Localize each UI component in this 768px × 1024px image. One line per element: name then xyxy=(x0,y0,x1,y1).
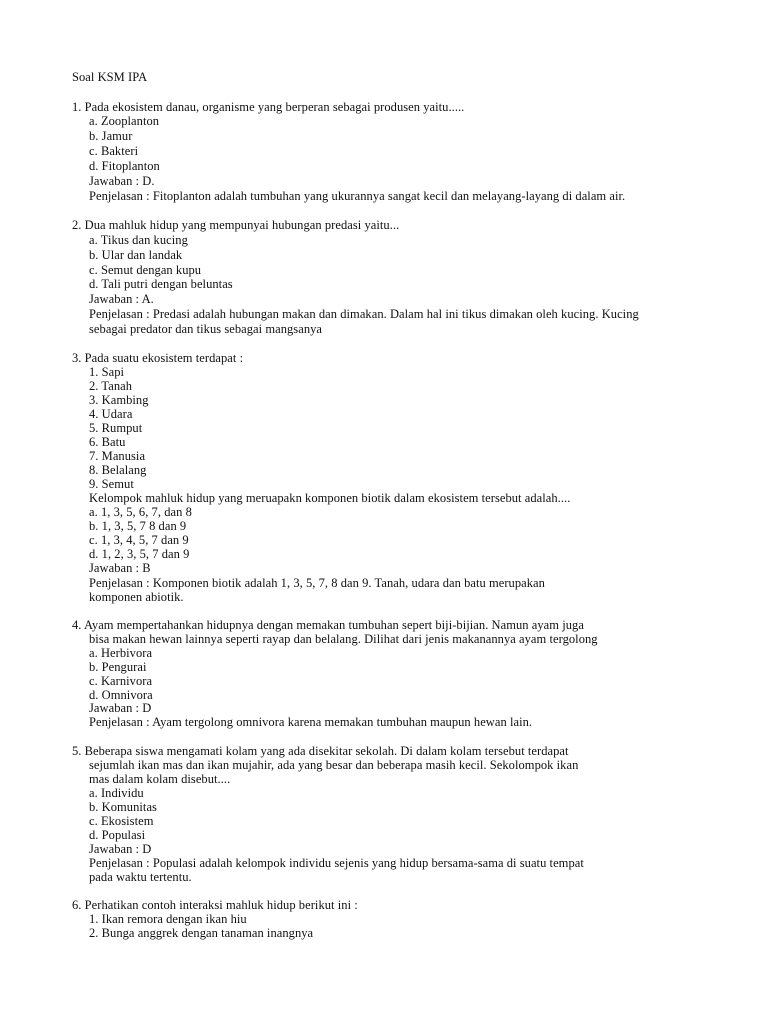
page-title: Soal KSM IPA xyxy=(72,70,148,84)
question-3-item-9: 9. Semut xyxy=(89,477,134,491)
question-2-explanation-line-1: Penjelasan : Predasi adalah hubungan makan dan dimakan. Dalam hal ini tikus dimakan oleh kucing. Kucing xyxy=(89,307,639,321)
question-3-option-c: c. 1, 3, 4, 5, 7 dan 9 xyxy=(89,533,189,547)
question-4-option-b: b. Pengurai xyxy=(89,660,147,674)
question-6-item-1: 1. Ikan remora dengan ikan hiu xyxy=(89,912,247,926)
question-4-option-d: d. Omnivora xyxy=(89,688,153,702)
question-4-explanation: Penjelasan : Ayam tergolong omnivora karena memakan tumbuhan maupun hewan lain. xyxy=(89,715,533,729)
question-5-answer: Jawaban : D xyxy=(89,842,152,856)
question-3-item-5: 5. Rumput xyxy=(89,421,143,435)
question-2-text: 2. Dua mahluk hidup yang mempunyai hubungan predasi yaitu... xyxy=(72,218,400,232)
question-2-option-d: d. Tali putri dengan beluntas xyxy=(89,277,233,291)
question-3-item-3: 3. Kambing xyxy=(89,393,149,407)
question-3-item-7: 7. Manusia xyxy=(89,449,146,463)
question-6-item-2: 2. Bunga anggrek dengan tanaman inangnya xyxy=(89,926,314,940)
question-2-option-c: c. Semut dengan kupu xyxy=(89,263,202,277)
question-2-option-b: b. Ular dan landak xyxy=(89,248,183,262)
question-1-option-c: c. Bakteri xyxy=(89,144,139,158)
question-3-explanation-line-2: komponen abiotik. xyxy=(89,590,184,604)
question-1-option-a: a. Zooplanton xyxy=(89,114,160,128)
question-3-item-4: 4. Udara xyxy=(89,407,133,421)
question-5-option-a: a. Individu xyxy=(89,786,144,800)
question-3-prompt: Kelompok mahluk hidup yang meruapakn komponen biotik dalam ekosistem tersebut adalah.... xyxy=(89,491,571,505)
question-3-explanation-line-1: Penjelasan : Komponen biotik adalah 1, 3, 5, 7, 8 dan 9. Tanah, udara dan batu merupakan xyxy=(89,576,545,590)
question-3-answer: Jawaban : B xyxy=(89,561,151,575)
question-2-answer: Jawaban : A. xyxy=(89,292,154,306)
question-3-option-d: d. 1, 2, 3, 5, 7 dan 9 xyxy=(89,547,190,561)
question-1-option-d: d. Fitoplanton xyxy=(89,159,160,173)
question-5-text-line-1: 5. Beberapa siswa mengamati kolam yang ada disekitar sekolah. Di dalam kolam tersebut terdapat xyxy=(72,744,569,758)
question-3-text: 3. Pada suatu ekosistem terdapat : xyxy=(72,351,244,365)
question-3-item-1: 1. Sapi xyxy=(89,365,125,379)
question-5-option-c: c. Ekosistem xyxy=(89,814,154,828)
question-3-option-a: a. 1, 3, 5, 6, 7, dan 8 xyxy=(89,505,192,519)
question-5-option-b: b. Komunitas xyxy=(89,800,157,814)
question-6-text: 6. Perhatikan contoh interaksi mahluk hidup berikut ini : xyxy=(72,898,358,912)
question-1-explanation: Penjelasan : Fitoplanton adalah tumbuhan yang ukurannya sangat kecil dan melayang-layang di dalam air. xyxy=(89,189,626,203)
question-1-option-b: b. Jamur xyxy=(89,129,133,143)
question-5-explanation-line-2: pada waktu tertentu. xyxy=(89,870,192,884)
question-1-text: 1. Pada ekosistem danau, organisme yang berperan sebagai produsen yaitu..... xyxy=(72,100,465,114)
question-5-text-line-3: mas dalam kolam disebut.... xyxy=(89,772,231,786)
question-5-text-line-2: sejumlah ikan mas dan ikan mujahir, ada yang besar dan beberapa masih kecil. Sekolompok ikan xyxy=(89,758,579,772)
question-5-explanation-line-1: Penjelasan : Populasi adalah kelompok individu sejenis yang hidup bersama-sama di suatu tempat xyxy=(89,856,584,870)
question-3-option-b: b. 1, 3, 5, 7 8 dan 9 xyxy=(89,519,187,533)
question-3-item-8: 8. Belalang xyxy=(89,463,147,477)
question-4-text-line-1: 4. Ayam mempertahankan hidupnya dengan memakan tumbuhan sepert biji-bijian. Namun ayam juga xyxy=(72,618,584,632)
question-2-option-a: a. Tikus dan kucing xyxy=(89,233,188,247)
question-2-explanation-line-2: sebagai predator dan tikus sebagai mangsanya xyxy=(89,322,323,336)
question-3-item-2: 2. Tanah xyxy=(89,379,133,393)
question-4-answer: Jawaban : D xyxy=(89,701,152,715)
question-4-text-line-2: bisa makan hewan lainnya seperti rayap dan belalang. Dilihat dari jenis makanannya ayam tergolong xyxy=(89,632,598,646)
question-1-answer: Jawaban : D. xyxy=(89,174,155,188)
question-5-option-d: d. Populasi xyxy=(89,828,146,842)
question-4-option-c: c. Karnivora xyxy=(89,674,153,688)
question-4-option-a: a. Herbivora xyxy=(89,646,153,660)
question-3-item-6: 6. Batu xyxy=(89,435,126,449)
